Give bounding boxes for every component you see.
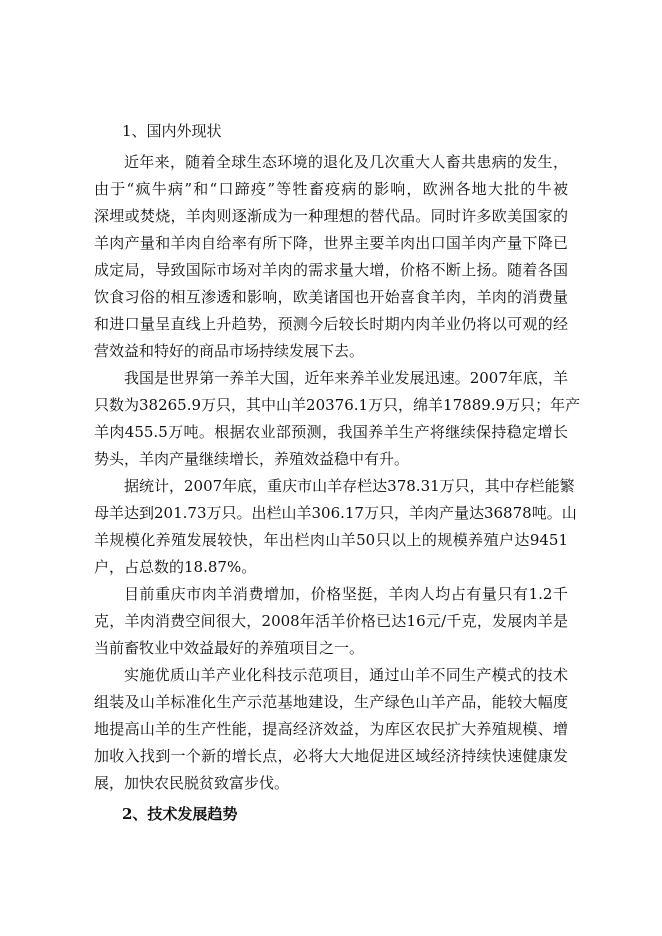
paragraph-line: 加收入找到一个新的增长点，必将大大地促进区域经济持续快速健康发 xyxy=(94,747,568,765)
paragraph xyxy=(94,581,568,662)
paragraph-line: 据统计，2007年底，重庆市山羊存栏达378.31万只，其中存栏能繁 xyxy=(124,477,575,495)
paragraph-line: 饮食习俗的相互渗透和影响，欧美诸国也开始喜食羊肉，羊肉的消费量 xyxy=(94,288,568,306)
section-heading-tech-trends: 2、技术发展趋势 xyxy=(122,805,238,823)
paragraph-line: 母羊达到201.73万只。出栏山羊306.17万只，羊肉产量达36878吨。山 xyxy=(94,504,577,522)
paragraph-line: 深埋或焚烧，羊肉则逐渐成为一种理想的替代品。同时许多欧美国家的 xyxy=(94,207,568,225)
paragraph-line: 户，占总数的18.87%。 xyxy=(94,558,257,576)
paragraph-line: 羊肉455.5万吨。根据农业部预测，我国养羊生产将继续保持稳定增长 xyxy=(94,423,568,441)
paragraph xyxy=(94,662,568,797)
paragraph xyxy=(94,365,581,473)
paragraph-line: 只数为38265.9万只，其中山羊20376.1万只，绵羊17889.9万只；年产 xyxy=(94,396,581,414)
paragraph-line: 羊规模化养殖发展较快，年出栏肉山羊50只以上的规模养殖户达9451 xyxy=(94,531,568,549)
paragraph-line: 羊肉产量和羊肉自给率有所下降，世界主要羊肉出口国羊肉产量下降已 xyxy=(94,234,568,252)
paragraph xyxy=(94,149,568,365)
paragraph-line: 由于“疯牛病”和“口蹄疫”等牲畜疫病的影响，欧洲各地大批的牛被 xyxy=(94,180,568,198)
paragraph-line: 近年来，随着全球生态环境的退化及几次重大人畜共患病的发生， xyxy=(124,153,568,171)
paragraph-line: 克，羊肉消费空间很大，2008年活羊价格已达16元/千克，发展肉羊是 xyxy=(94,612,568,630)
paragraph-line: 营效益和特好的商品市场持续发展下去。 xyxy=(94,342,365,360)
paragraph-line: 势头，羊肉产量继续增长，养殖效益稳中有升。 xyxy=(94,450,410,468)
paragraph-line: 当前畜牧业中效益最好的养殖项目之一。 xyxy=(94,639,365,657)
paragraph xyxy=(94,473,577,581)
body-text xyxy=(94,149,581,797)
paragraph-line: 组装及山羊标准化生产示范基地建设，生产绿色山羊产品，能较大幅度 xyxy=(94,693,568,711)
section-heading-domestic-foreign-status: 1、国内外现状 xyxy=(122,122,222,140)
paragraph-line: 成定局，导致国际市场对羊肉的需求量大增，价格不断上扬。随着各国 xyxy=(94,261,568,279)
paragraph-line: 和进口量呈直线上升趋势，预测今后较长时期内肉羊业仍将以可观的经 xyxy=(94,315,568,333)
paragraph-line: 实施优质山羊产业化科技示范项目，通过山羊不同生产模式的技术 xyxy=(124,666,568,684)
paragraph-line: 展，加快农民脱贫致富步伐。 xyxy=(94,774,290,792)
paragraph-line: 目前重庆市肉羊消费增加，价格坚挺，羊肉人均占有量只有1.2千 xyxy=(124,585,568,603)
paragraph-line: 地提高山羊的生产性能，提高经济效益，为库区农民扩大养殖规模、增 xyxy=(94,720,568,738)
paragraph-line: 我国是世界第一养羊大国，近年来养羊业发展迅速。2007年底，羊 xyxy=(124,369,568,387)
